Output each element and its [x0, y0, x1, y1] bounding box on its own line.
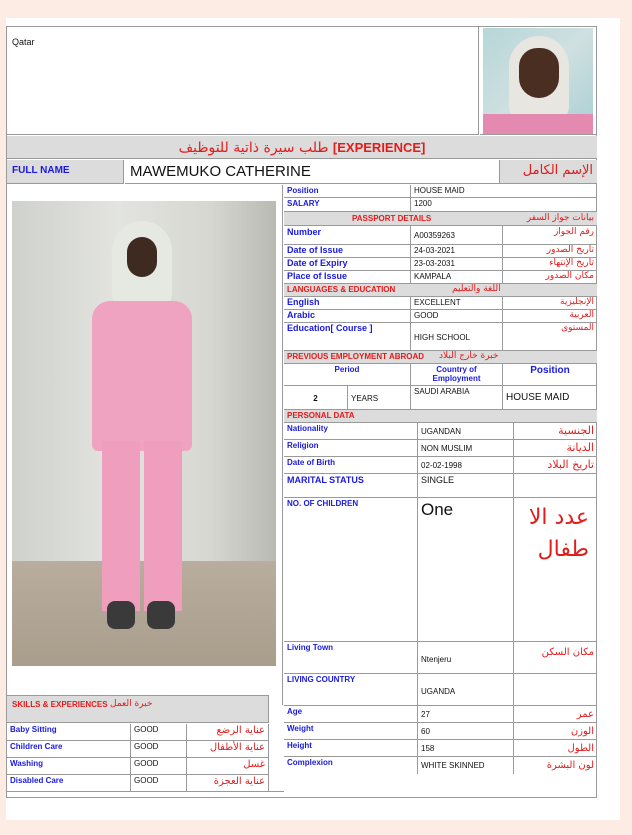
- religion-label-ar: الديانة: [514, 440, 597, 457]
- education-value: HIGH SCHOOL: [411, 323, 503, 351]
- living-country-label: LIVING COUNTRY: [284, 674, 418, 706]
- personal-section-en: PERSONAL DATA: [287, 411, 355, 420]
- employment-section-ar: خبرة خارج البلاد: [439, 351, 499, 361]
- nationality-label-ar: الجنسية: [514, 423, 597, 440]
- passport-number-label: Number: [284, 226, 411, 245]
- languages-section-en: LANGUAGES & EDUCATION: [287, 285, 396, 294]
- full-body-cell: [7, 185, 283, 705]
- issue-date-value: 24-03-2021: [411, 245, 503, 258]
- age-label: Age: [284, 706, 418, 723]
- issue-date-label-ar: تاريخ الصدور: [503, 245, 597, 258]
- skill-children-care-value: GOOD: [131, 741, 187, 758]
- height-value: 158: [418, 740, 514, 757]
- arabic-label-ar: العربية: [503, 310, 597, 323]
- expiry-date-label: Date of Expiry: [284, 258, 411, 271]
- children-label-ar: عدد الا طفال: [514, 498, 597, 642]
- education-label: Education[ Course ]: [284, 323, 411, 351]
- skill-washing-value: GOOD: [131, 758, 187, 775]
- expiry-date-value: 23-03-2031: [411, 258, 503, 271]
- salary-label: SALARY: [284, 198, 411, 212]
- complexion-value: WHITE SKINNED: [418, 757, 514, 774]
- employment-section-en: PREVIOUS EMPLOYMENT ABROAD: [287, 352, 425, 361]
- employment-country: SAUDI ARABIA: [411, 386, 503, 410]
- full-name-label-ar: الإسم الكامل: [499, 160, 597, 184]
- passport-number-value: A00359263: [411, 226, 503, 245]
- living-town-label: Living Town: [284, 642, 418, 674]
- religion-label: Religion: [284, 440, 418, 457]
- skills-section-ar: خبرة العمل: [110, 699, 153, 709]
- dob-label-ar: تاريخ البلاد: [514, 457, 597, 474]
- passport-section-header: [284, 212, 597, 226]
- weight-label: Weight: [284, 723, 418, 740]
- nationality-label: Nationality: [284, 423, 418, 440]
- living-country-label-ar: [514, 674, 597, 706]
- period-unit: YEARS: [348, 386, 411, 410]
- skill-baby-sitting-label-ar: عناية الرضع: [187, 724, 269, 741]
- header-box: [7, 27, 479, 135]
- education-label-ar: المستوى: [503, 323, 597, 351]
- marital-label: MARITAL STATUS: [284, 474, 418, 498]
- portrait-photo: [483, 28, 593, 134]
- skill-baby-sitting-value: GOOD: [131, 724, 187, 741]
- title-en: [EXPERIENCE]: [332, 140, 426, 155]
- english-value: EXCELLENT: [411, 297, 503, 310]
- weight-label-ar: الوزن: [514, 723, 597, 740]
- living-town-value: Ntenjeru: [418, 642, 514, 674]
- children-value: One: [418, 498, 514, 642]
- full-body-photo: [12, 201, 276, 666]
- passport-number-label-ar: رقم الجواز: [503, 226, 597, 245]
- english-label: English: [284, 297, 411, 310]
- issue-place-label: Place of Issue: [284, 271, 411, 284]
- full-name-label: FULL NAME: [7, 160, 124, 184]
- children-label: NO. OF CHILDREN: [284, 498, 418, 642]
- dob-label: Date of Birth: [284, 457, 418, 474]
- portrait-cell: [480, 27, 597, 135]
- col-period: Period: [284, 364, 411, 386]
- religion-value: NON MUSLIM: [418, 440, 514, 457]
- complexion-label-ar: لون البشرة: [546, 760, 594, 771]
- complexion-label: Complexion: [284, 757, 418, 774]
- skills-section-en: SKILLS & EXPERIENCES: [12, 700, 108, 709]
- skill-children-care-label: Children Care: [7, 741, 131, 758]
- skill-children-care-label-ar: عناية الأطفال: [187, 741, 269, 758]
- position-label: Position: [284, 185, 411, 198]
- employment-section-header: [284, 351, 597, 364]
- issue-place-value: KAMPALA: [411, 271, 503, 284]
- passport-section-ar: بيانات جواز السفر: [526, 213, 594, 223]
- col-country: Country of Employment: [411, 364, 503, 386]
- skill-disabled-care-label-ar: عناية العجزة: [187, 775, 269, 792]
- height-label-ar: الطول: [514, 740, 597, 757]
- issue-date-label: Date of Issue: [284, 245, 411, 258]
- title-row: [7, 136, 597, 159]
- skills-section-header: [7, 695, 269, 723]
- dob-value: 02-02-1998: [418, 457, 514, 474]
- weight-value: 60: [418, 723, 514, 740]
- languages-section-header: [284, 284, 597, 297]
- arabic-label: Arabic: [284, 310, 411, 323]
- col-position: Position: [503, 364, 597, 386]
- living-town-label-ar: مكان السكن: [514, 642, 597, 674]
- title-ar: طلب سيرة ذاتية للتوظيف: [178, 140, 329, 156]
- skill-washing-label-ar: غسل: [187, 758, 269, 775]
- skill-disabled-care-value: GOOD: [131, 775, 187, 792]
- age-label-ar: عمر: [514, 706, 597, 723]
- personal-section-header: [284, 410, 597, 423]
- height-label: Height: [284, 740, 418, 757]
- living-country-value: UGANDA: [418, 674, 514, 706]
- cv-sheet: [6, 26, 597, 798]
- languages-section-ar: اللغة والتعليم: [452, 284, 501, 294]
- marital-value: SINGLE: [418, 474, 514, 498]
- english-label-ar: الإنجليزية: [503, 297, 597, 310]
- skill-baby-sitting-label: Baby Sitting: [7, 724, 131, 741]
- arabic-value: GOOD: [411, 310, 503, 323]
- employment-position: HOUSE MAID: [503, 386, 597, 410]
- period-number: 2: [284, 386, 348, 410]
- position-value: HOUSE MAID: [411, 185, 597, 198]
- issue-place-label-ar: مكان الصدور: [503, 271, 597, 284]
- marital-label-ar: [514, 474, 597, 498]
- salary-value: 1200: [411, 198, 597, 212]
- skill-disabled-care-label: Disabled Care: [7, 775, 131, 792]
- country-label: Qatar: [12, 37, 35, 47]
- nationality-value: UGANDAN: [418, 423, 514, 440]
- age-value: 27: [418, 706, 514, 723]
- skill-washing-label: Washing: [7, 758, 131, 775]
- full-name-value: MAWEMUKO CATHERINE: [125, 160, 499, 184]
- spacer-cell: [269, 696, 284, 792]
- expiry-date-label-ar: تاريخ الإنتهاء: [503, 258, 597, 271]
- passport-section-en: PASSPORT DETAILS: [352, 214, 432, 223]
